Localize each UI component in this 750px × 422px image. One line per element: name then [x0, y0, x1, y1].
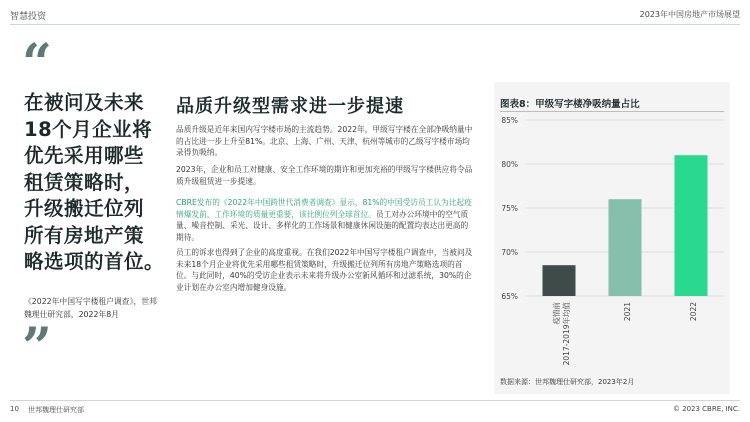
pull-quote — [24, 90, 174, 276]
x-tick-label-line: 2017-2019年均值 — [562, 302, 571, 366]
y-tick-label: 80% — [501, 160, 518, 169]
header-divider — [10, 24, 740, 25]
open-quote-icon: “ — [22, 33, 52, 94]
x-tick-label-line: 疫情前 — [552, 302, 561, 325]
y-tick-label: 70% — [501, 248, 518, 257]
x-tick-label — [689, 302, 698, 321]
footer-publisher: 世邦魏理仕研究部 — [28, 406, 84, 414]
bar-chart — [494, 112, 730, 374]
footer-copyright: © 2023 CBRE, INC. — [672, 405, 740, 413]
paragraph-text: 员工对办公环境中的空气质量、噪音控制、采光、设计、多样化的工作场景和健康休闲设施的配置均表达出更高的期待。 — [176, 209, 469, 242]
bar-0 — [543, 265, 576, 296]
pull-quote-line: 所有房地产策 — [24, 223, 145, 247]
y-tick-label: 65% — [501, 292, 518, 301]
pull-quote-line: 租赁策略时， — [24, 170, 145, 194]
x-tick-label — [551, 302, 571, 366]
pull-quote-line: 略选项的首位。 — [24, 250, 165, 273]
footer-divider — [10, 400, 740, 401]
quote-citation: 《2022年中国写字楼租户调查》，世邦魏理仕研究部，2022年8月 — [24, 297, 157, 319]
pull-quote-line: 优先采用哪些 — [24, 144, 145, 167]
close-quote-icon: ” — [22, 317, 52, 378]
article-headline: 品质升级型需求进一步提速 — [176, 96, 404, 117]
header-report-title: 2023年中国房地产市场展望 — [639, 10, 740, 19]
highlighted-statement: CBRE发布的《2022年中国跨世代消费者调查》显示，81%的中国受访员工认为比起疫情爆发前，工作环境的质量更重要，该比例位列全球首位。 — [176, 198, 472, 219]
x-tick-label — [623, 302, 632, 321]
pull-quote-line: 在被问及未来 — [24, 91, 145, 114]
x-tick-label-line: 2021 — [623, 302, 632, 322]
article-paragraph: 2023年，企业和员工对健康、安全工作环境的期许和更加充裕的甲级写字楼供应将令品质升级租赁进一步提速。 — [176, 165, 473, 186]
article-paragraph: 员工的诉求也得到了企业的高度重视。在我们2022年中国写字楼租户调查中，当被问及未来18个月企业将优先采用哪些租赁策略时，升级搬迁位列所有房地产策略选项的首位。与此同时，40%的受访企业表示未来将升级办公室新风循环和过滤系统，30%的企业计划在办公室内增加健身设施。 — [176, 248, 473, 292]
article-paragraph — [176, 197, 474, 243]
pull-quote-line: 升级搬迁位列 — [24, 197, 145, 220]
pull-quote-line: 18个月企业将 — [24, 117, 153, 141]
x-tick-label-line: 2022 — [689, 302, 698, 322]
page-number: 10 — [10, 405, 19, 413]
bar-1 — [609, 199, 642, 296]
chart-source: 数据来源：世邦魏理仕研究部，2023年2月 — [500, 378, 635, 386]
chart-title: 图表8：甲级写字楼净吸纳量占比 — [500, 99, 640, 110]
header-brand: 智慧投资 — [10, 12, 47, 22]
y-tick-label: 75% — [501, 204, 518, 213]
article-paragraph: 品质升级是近年来国内写字楼市场的主流趋势。2022年，甲级写字楼在全部净吸纳量中的占比进一步上升至81%。北京、上海、广州、天津、杭州等城市的乙级写字楼市场均录得负吸纳。 — [176, 125, 473, 158]
y-tick-label: 85% — [501, 116, 518, 125]
bar-2 — [675, 155, 708, 296]
